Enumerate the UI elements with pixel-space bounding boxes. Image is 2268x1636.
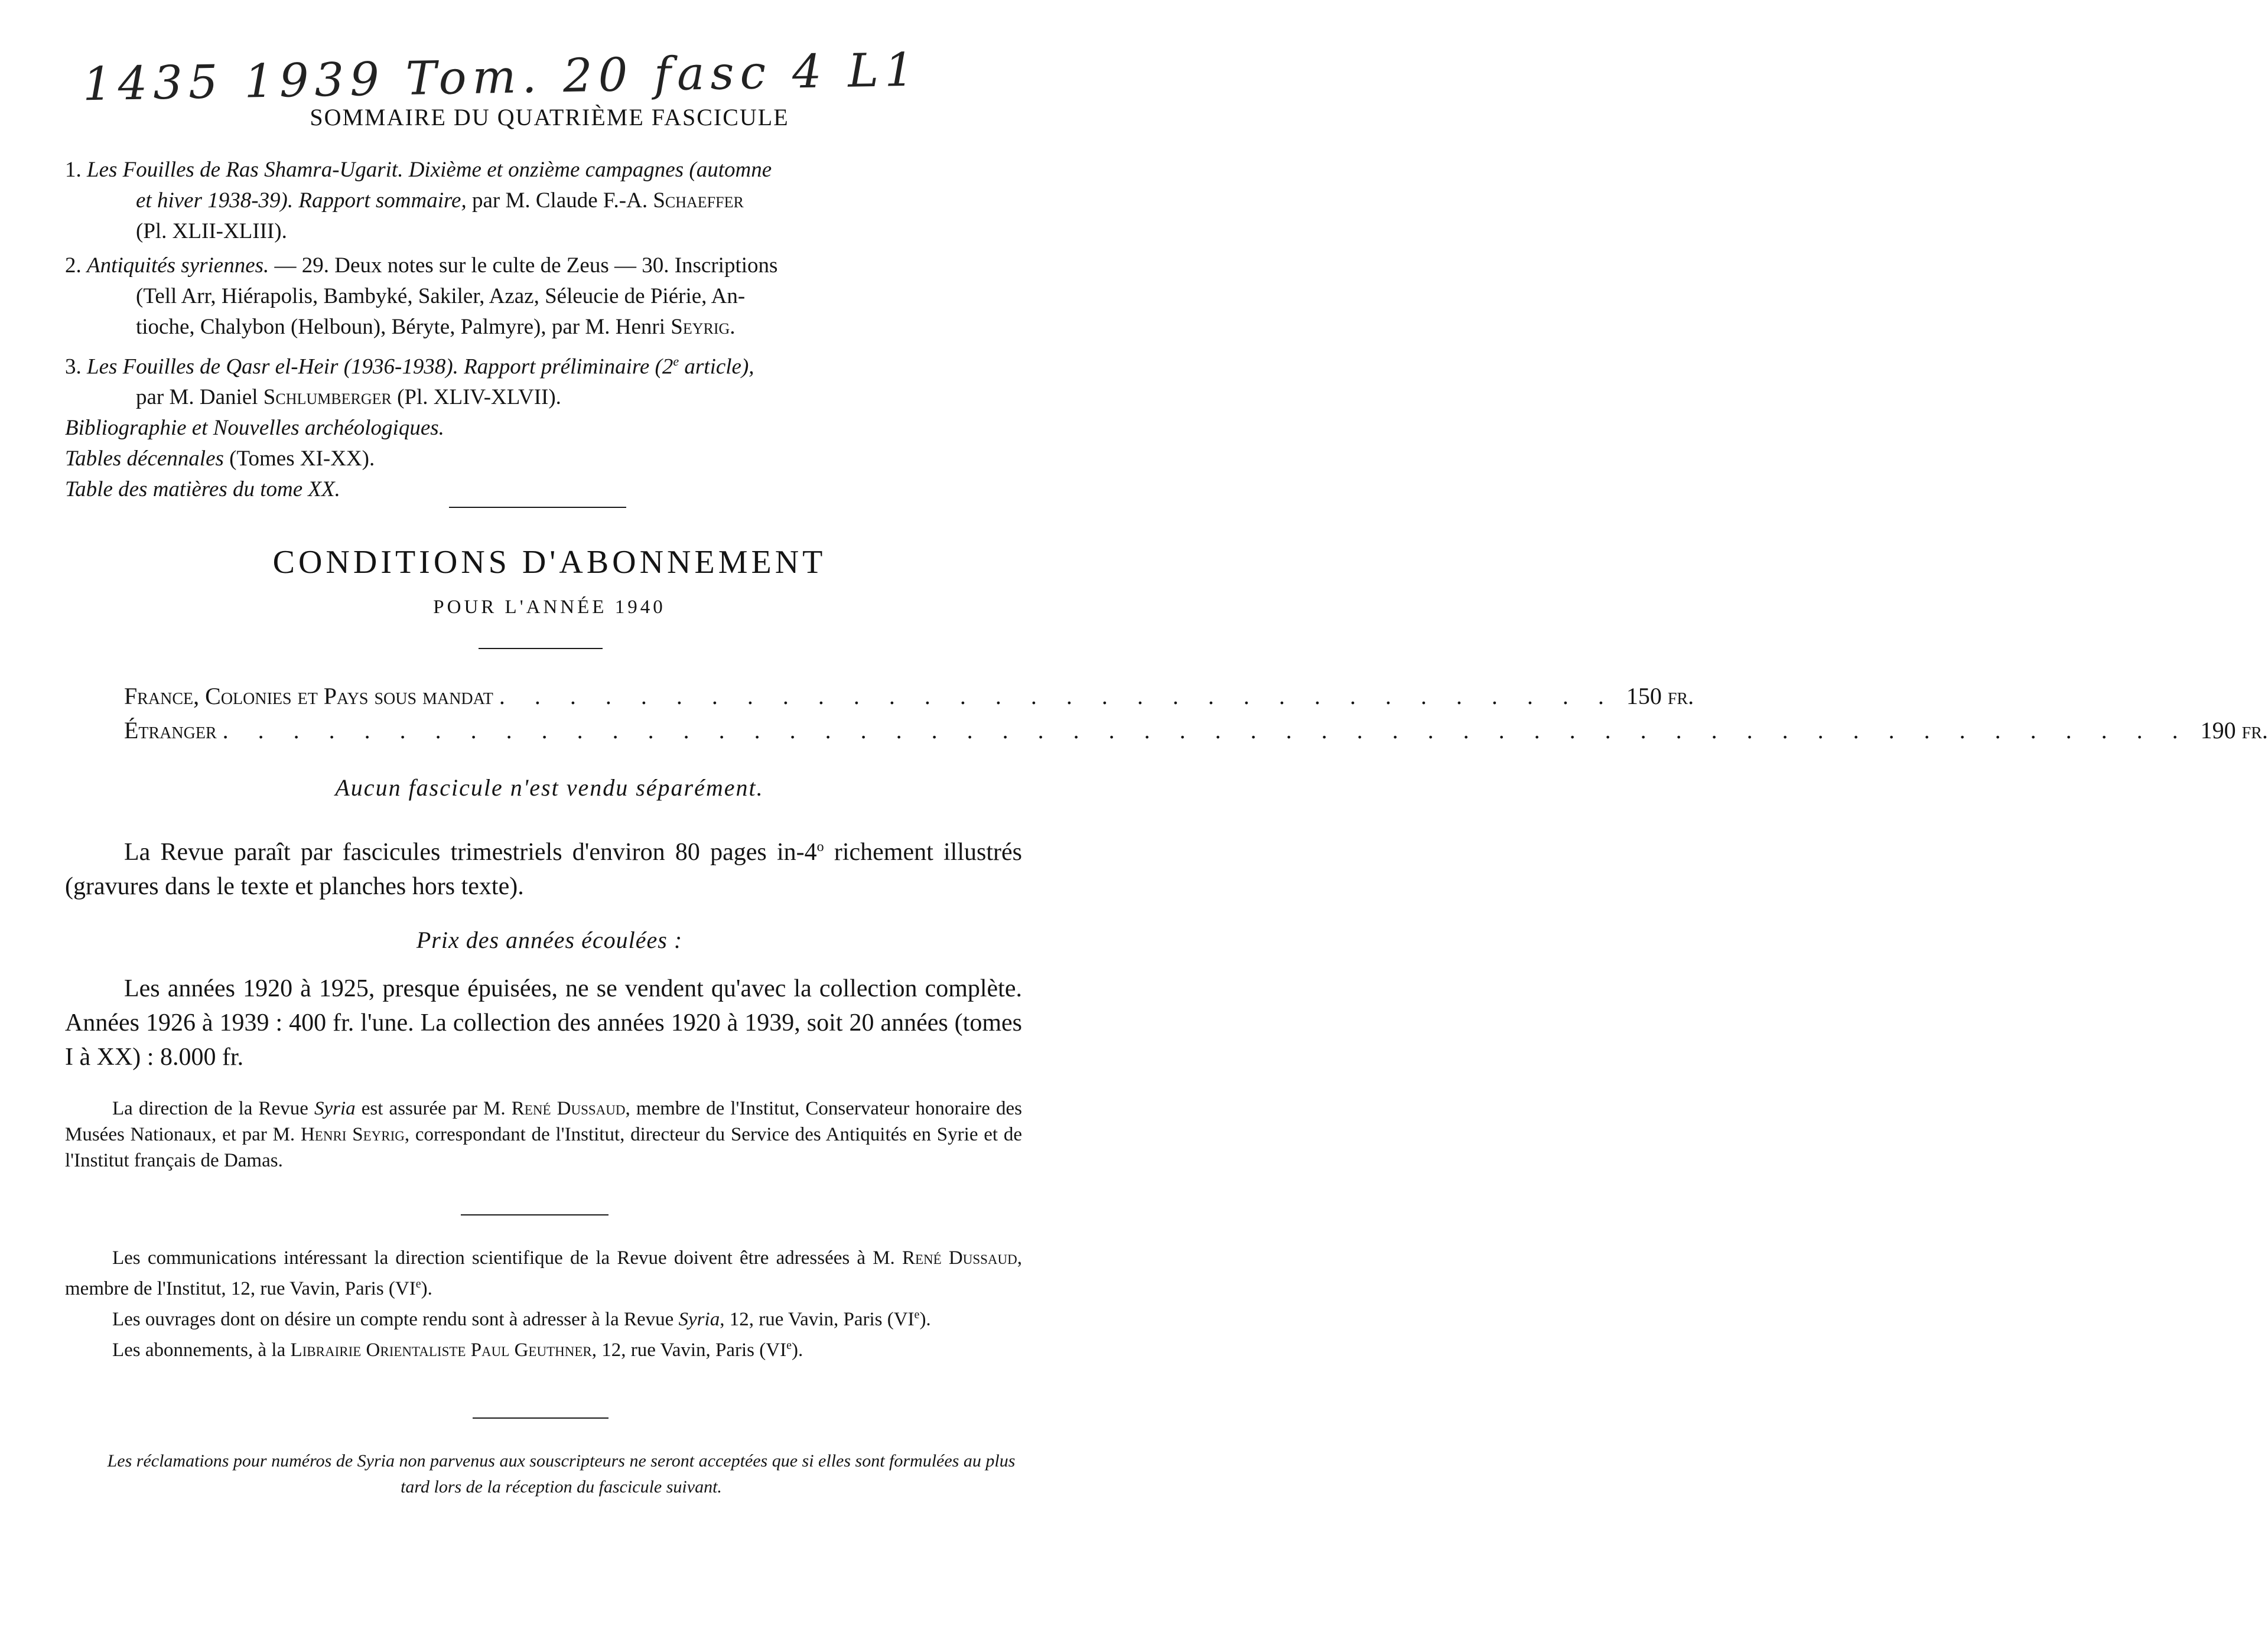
toc-text: tioche, Chalybon (Helboun), Béryte, Palmyre), par M. Henri <box>136 315 671 339</box>
toc-text: — 29. Deux notes sur le culte de Zeus — 30. Inscriptions <box>269 253 778 278</box>
direction-text: , correspondant de l'Institut, directeur du Service des Antiquités en Syrie et de l'Institut français de Damas. <box>65 1124 1022 1171</box>
revue-text <box>65 830 1022 904</box>
direction-text: La direction de la Revue <box>112 1098 314 1119</box>
toc-extra-3 <box>65 474 1022 505</box>
toc-text: par M. Claude F.-A. <box>466 188 653 213</box>
direction-text: , membre de l'Institut, Conservateur honoraire des Musées Nationaux, et par M. <box>65 1098 1022 1145</box>
conditions-title: CONDITIONS D'ABONNEMENT <box>272 544 826 581</box>
toc-number: 2. <box>65 253 82 278</box>
comm-text: Les communications intéressant la direction scientifique de la Revue doivent être adressées à M. <box>112 1247 902 1269</box>
leader-dots: . . . . . . . . . . . . . . . . . . . . . . . . . . . . . . . . . . . . . . . . . . . . . . . . . . . . . . . . <box>222 717 2190 744</box>
toc-author: Schaeffer <box>653 188 744 213</box>
communications-p3 <box>65 1332 1022 1363</box>
handwritten-annotation: 1435 1939 Tom. 20 fasc 4 L1 <box>82 43 920 112</box>
comm-text: , membre de l'Institut, 12, rue Vavin, Paris (VI <box>65 1247 1022 1299</box>
toc-number: 1. <box>65 158 82 182</box>
toc-text: (Tell Arr, Hiérapolis, Bambyké, Sakiler, Azaz, Séleucie de Piérie, An- <box>136 284 746 308</box>
revue-text-a: La Revue paraît par fascicules trimestriels d'environ 80 pages in-4 <box>124 839 817 866</box>
journal-name: Syria <box>678 1309 720 1330</box>
footer-note: Les réclamations pour numéros de Syria non parvenus aux souscripteurs ne seront acceptées que si elles sont formulées au plus tard lors de la réception du fascicule suivant. <box>107 1451 1016 1497</box>
toc-item-3-line2 <box>65 382 1022 413</box>
toc-author: Seyrig <box>671 315 730 339</box>
comm-text: Les abonnements, à la <box>112 1340 291 1361</box>
toc-text: par M. Daniel <box>136 385 263 410</box>
communications-p2 <box>65 1302 1022 1332</box>
prix-title: Prix des années écoulées : <box>416 927 683 953</box>
prix-text: Les années 1920 à 1925, presque épuisées, ne se vendent qu'avec la collection complète. Années 1926 à 1939 : 400 fr. l'une. La collection des années 1920 à 1939, soit 20 années (tomes I à XX) : 8.000 fr. <box>65 975 1022 1071</box>
communications-block <box>65 1245 1022 1363</box>
price-label: France, Colonies et Pays sous mandat <box>124 683 493 709</box>
direction-text: est assurée par M. <box>355 1098 512 1119</box>
toc-item-2 <box>65 250 1022 281</box>
toc-title: et hiver 1938-39). Rapport sommaire, <box>136 188 467 213</box>
toc-title: Table des matières du tome XX. <box>65 477 340 502</box>
prix-paragraph <box>65 972 1022 1074</box>
comm-text: , 12, rue Vavin, Paris (VI <box>720 1309 915 1330</box>
toc-text: (Pl. XLII-XLIII). <box>136 219 287 243</box>
leader-dots: . . . . . . . . . . . . . . . . . . . . . . . . . . . . . . . . <box>499 683 1616 709</box>
toc-extra-1 <box>65 413 1022 444</box>
toc-item-3 <box>65 346 1022 382</box>
toc-text: (Pl. XLIV-XLVII). <box>391 385 561 410</box>
toc-item-1 <box>65 155 1022 185</box>
divider <box>473 1417 609 1419</box>
price-row-etranger <box>124 713 2268 748</box>
toc-item-1-line3 <box>65 216 1022 247</box>
person-name: René Dussaud <box>902 1247 1017 1269</box>
superscript: e <box>914 1308 920 1321</box>
comm-text: ). <box>919 1309 931 1330</box>
table-of-contents <box>65 155 1022 505</box>
price-amount: 150 fr. <box>1626 683 1694 709</box>
sommaire-title: SOMMAIRE DU QUATRIÈME FASCICULE <box>310 104 789 131</box>
toc-extra-2 <box>65 444 1022 474</box>
comm-text: Les ouvrages dont on désire un compte rendu sont à adresser à la Revue <box>112 1309 679 1330</box>
toc-title: Bibliographie et Nouvelles archéologiques. <box>65 416 444 441</box>
conditions-subtitle: POUR L'ANNÉE 1940 <box>433 597 666 618</box>
revue-text-b: richement illustrés (gravures dans le texte et planches hors texte). <box>65 839 1023 900</box>
price-row-france <box>124 679 1694 713</box>
divider <box>449 507 626 508</box>
toc-superscript: e <box>673 354 679 369</box>
comm-text: ). <box>791 1340 803 1361</box>
journal-name: Syria <box>314 1098 356 1119</box>
toc-title: Antiquités syriennes. <box>87 253 269 278</box>
toc-title: Les Fouilles de Ras Shamra-Ugarit. Dixième et onzième campagnes (automne <box>87 158 772 182</box>
toc-title: Tables décennales <box>65 447 224 471</box>
toc-item-2-line3 <box>65 312 1022 343</box>
price-label: Étranger <box>124 717 217 744</box>
toc-item-2-line2 <box>65 281 1022 312</box>
toc-text: (Tomes XI-XX). <box>223 447 375 471</box>
toc-number: 3. <box>65 354 82 379</box>
toc-title: Les Fouilles de Qasr el-Heir (1936-1938). Rapport préliminaire (2 <box>87 354 673 379</box>
direction-paragraph <box>65 1096 1022 1174</box>
toc-item-1-line2 <box>65 185 1022 216</box>
price-list <box>124 679 2268 748</box>
revue-paragraph <box>65 830 1022 904</box>
toc-author: Schlumberger <box>263 385 392 410</box>
publisher-name: Librairie Orientaliste Paul Geuthner <box>290 1340 592 1361</box>
notice: Aucun fascicule n'est vendu séparément. <box>335 774 764 801</box>
superscript: o <box>816 839 824 855</box>
superscript: e <box>786 1339 792 1352</box>
superscript: e <box>415 1277 421 1290</box>
director-name: Henri Seyrig <box>300 1124 405 1145</box>
comm-text: ). <box>421 1278 432 1299</box>
comm-text: , 12, rue Vavin, Paris (VI <box>591 1340 787 1361</box>
divider <box>461 1214 609 1215</box>
price-amount: 190 fr. <box>2200 717 2268 744</box>
director-name: René Dussaud <box>511 1098 626 1119</box>
toc-text: . <box>730 315 736 339</box>
divider <box>479 648 603 649</box>
communications-p1 <box>65 1245 1022 1302</box>
toc-title: article), <box>679 354 754 379</box>
